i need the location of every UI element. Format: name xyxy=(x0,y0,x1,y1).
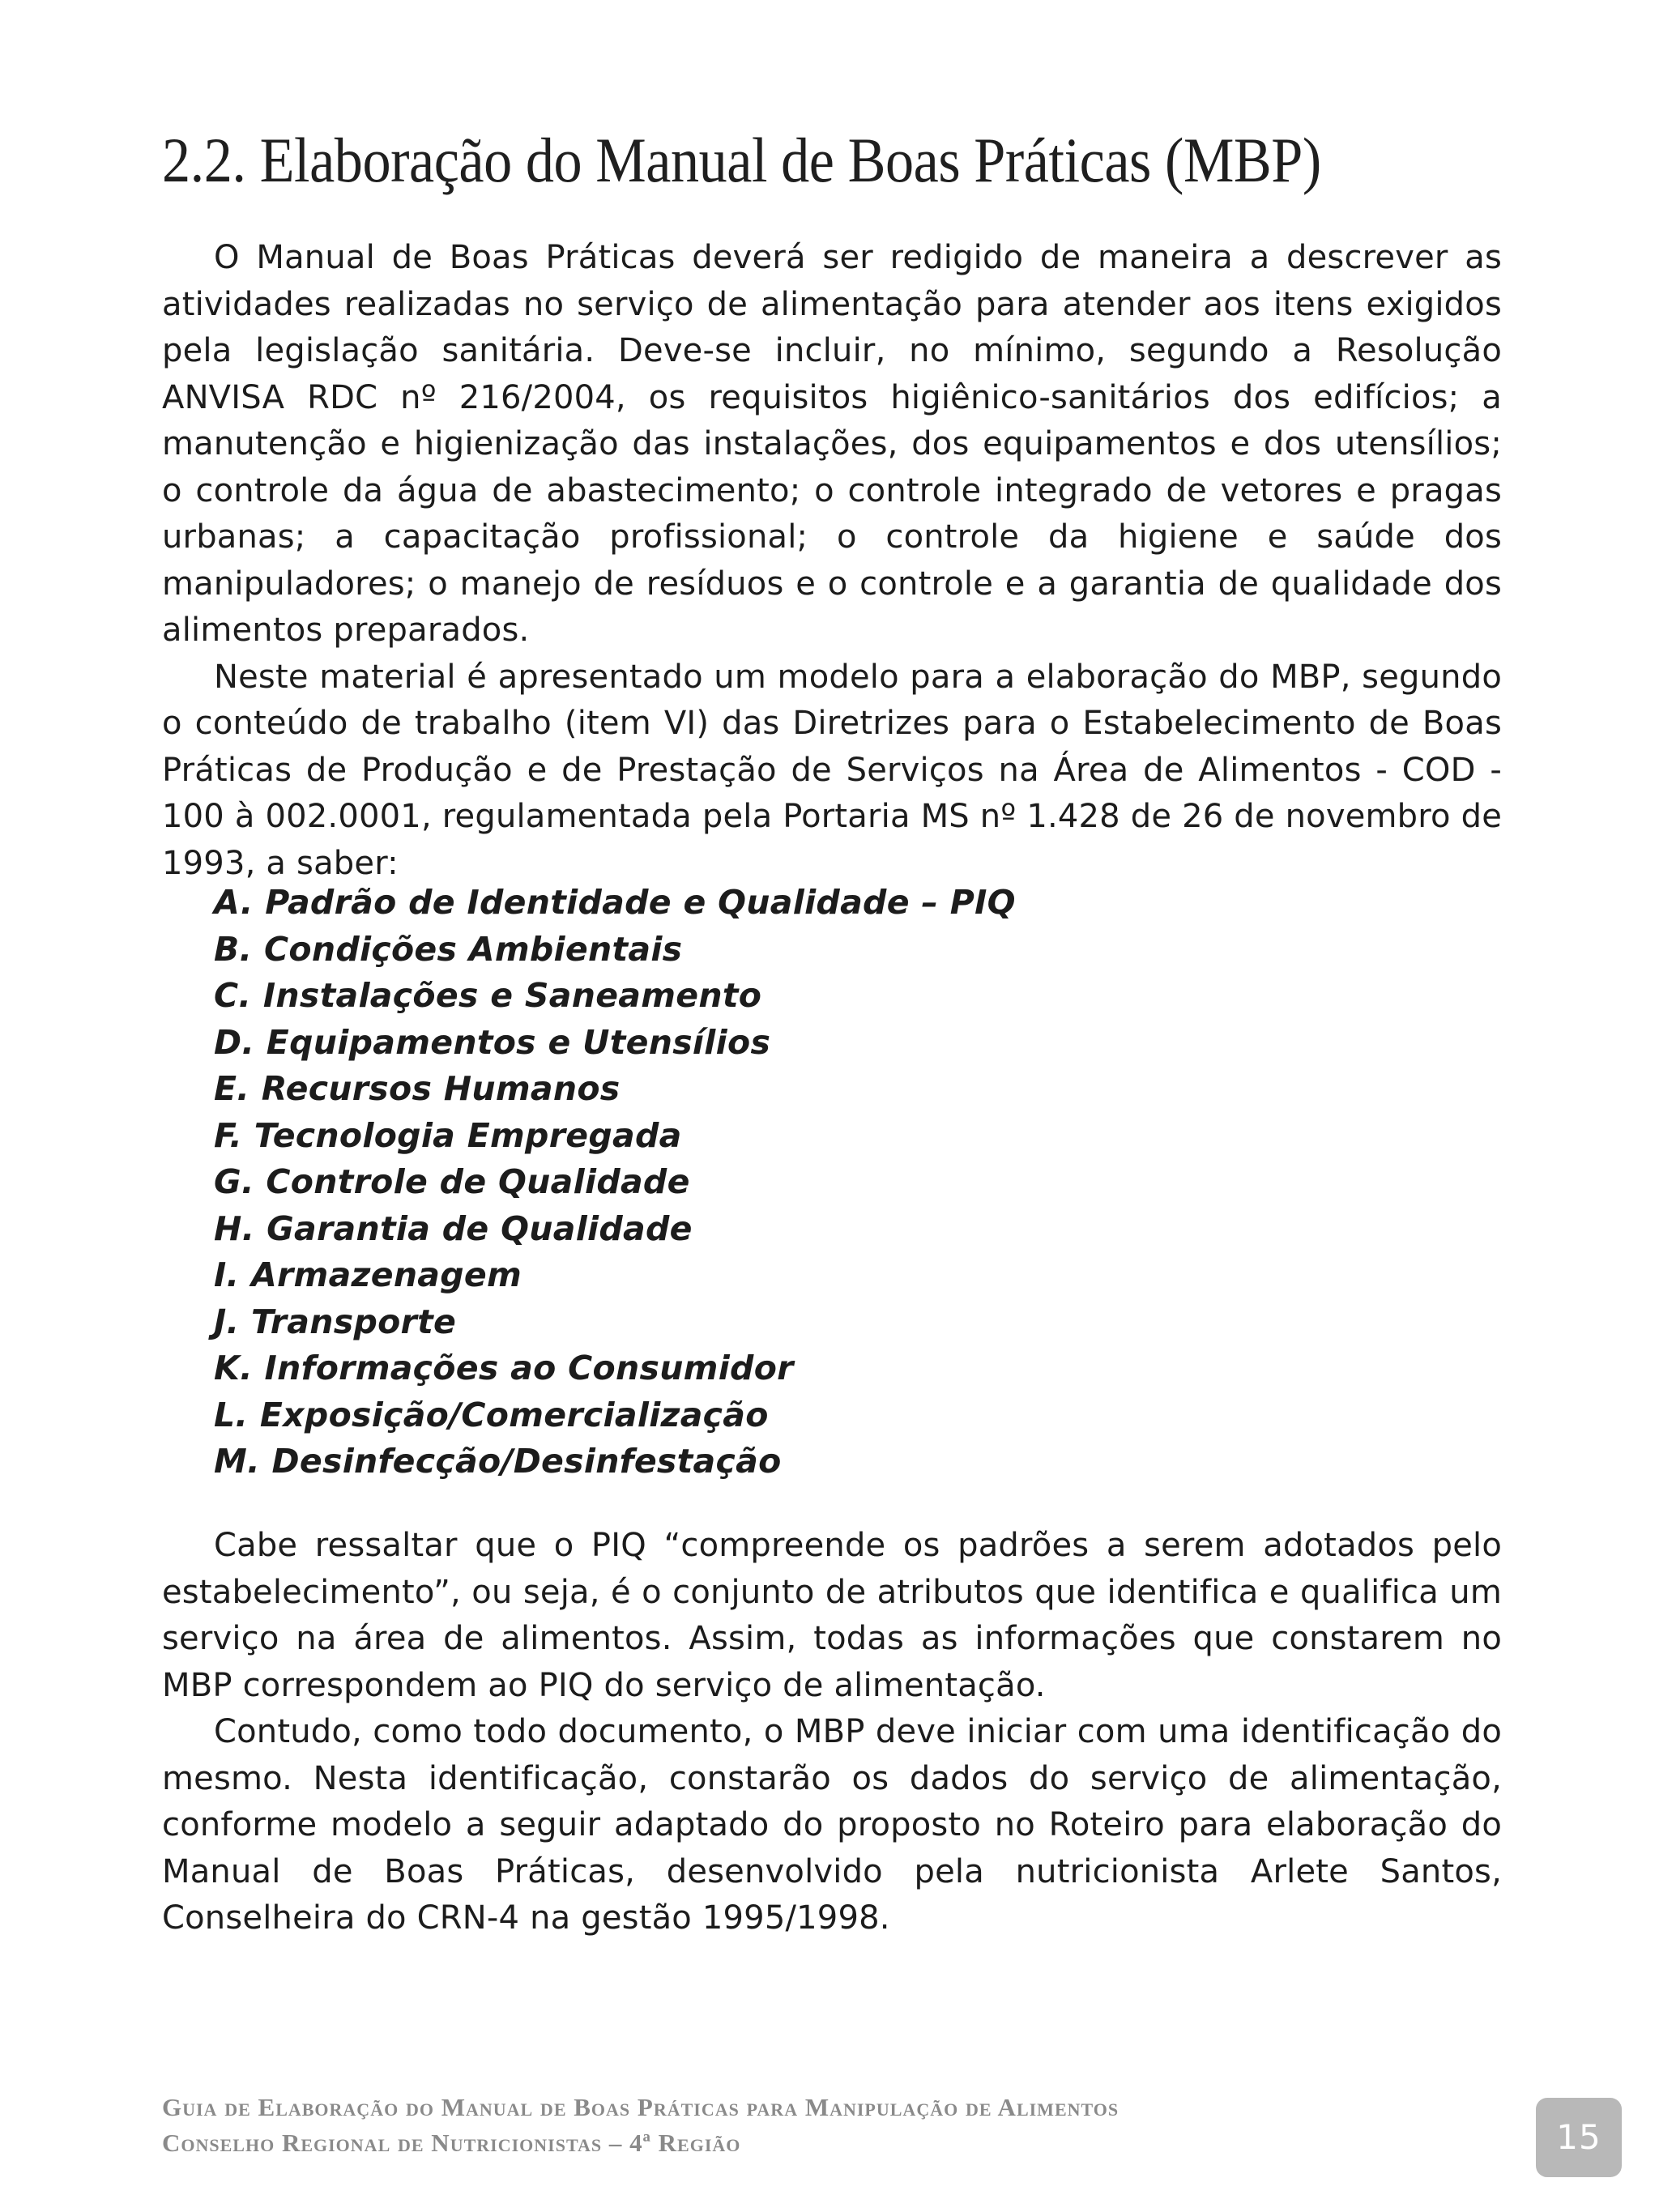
list-item: D. Equipamentos e Utensílios xyxy=(214,1022,771,1062)
closing-text xyxy=(162,1523,1502,1942)
list-item: M. Desinfecção/Desinfestação xyxy=(214,1442,782,1481)
paragraph-model-presentation: Neste material é apresentado um modelo para a elaboração do MBP, segundo o conteúdo de trabalho (item VI) das Diretrizes para o Estabelecimento de Boas Práticas de Produção e de Prestação de Serviços na Área de Alimentos - COD - 100 à 002.0001, regulamentada pela Portaria MS nº 1.428 de 26 de novembro de 1993, a saber: xyxy=(162,658,1503,882)
section-heading: 2.2. Elaboração do Manual de Boas Práticas (MBP) xyxy=(162,125,1321,195)
paragraph-piq-note: Cabe ressaltar que o PIQ “compreende os padrões a serem adotados pelo estabelecimento”, ou seja, é o conjunto de atributos que identifica e qualifica um serviço na área de alimentos. Assim, todas as informações que constarem no MBP correspondem ao PIQ do serviço de alimentação. xyxy=(162,1527,1502,1704)
paragraph-identification: Contudo, como todo documento, o MBP deve iniciar com uma identificação do mesmo. Nesta identificação, constarão os dados do serviço de alimentação, conforme modelo a seguir adaptado do proposto no Roteiro para elaboração do Manual de Boas Práticas, desenvolvido pela nutricionista Arlete Santos, Conselheira do CRN-4 na gestão 1995/1998. xyxy=(162,1713,1502,1937)
list-item: B. Condições Ambientais xyxy=(214,929,683,969)
page-footer xyxy=(162,2090,1119,2161)
list-item: C. Instalações e Saneamento xyxy=(214,976,762,1015)
intro-text xyxy=(162,235,1502,887)
list-item: J. Transporte xyxy=(214,1302,457,1341)
footer-guide-title: Guia de Elaboração do Manual de Boas Práticas para Manipulação de Alimentos xyxy=(162,2093,1120,2121)
list-item: L. Exposição/Comercialização xyxy=(214,1395,769,1434)
list-item: I. Armazenagem xyxy=(214,1255,522,1294)
list-item: A. Padrão de Identidade e Qualidade – PIQ xyxy=(214,883,1016,922)
list-item: G. Controle de Qualidade xyxy=(214,1162,690,1201)
list-item: E. Recursos Humanos xyxy=(214,1069,621,1108)
footer-council-name: Conselho Regional de Nutricionistas – 4ª Região xyxy=(162,2129,741,2157)
list-item: H. Garantia de Qualidade xyxy=(214,1208,693,1248)
paragraph-mbp-description: O Manual de Boas Práticas deverá ser redigido de maneira a descrever as atividades realizadas no serviço de alimentação para atender aos itens exigidos pela legislação sanitária. Deve-se incluir, no mínimo, segundo a Resolução ANVISA RDC nº 216/2004, os requisitos higiênico-sanitários dos edifícios; a manutenção e higienização das instalações, dos equipamentos e dos utensílios; o controle da água de abastecimento; o controle integrado de vetores e pragas urbanas; a capacitação profissional; o controle da higiene e saúde dos manipuladores; o manejo de resíduos e o controle e a garantia de qualidade dos alimentos preparados. xyxy=(162,239,1502,649)
list-item: K. Informações ao Consumidor xyxy=(214,1349,794,1387)
list-item: F. Tecnologia Empregada xyxy=(214,1115,682,1155)
topic-list xyxy=(214,880,1016,1485)
page-number-badge: 15 xyxy=(1536,2098,1622,2177)
